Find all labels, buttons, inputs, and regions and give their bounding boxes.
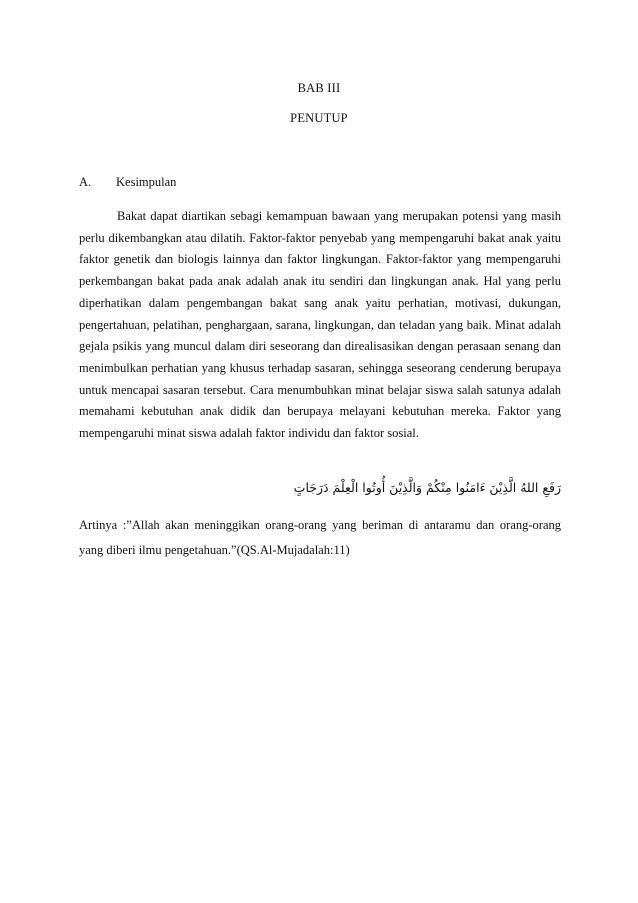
- arabic-verse: رَفَعِ اللهُ الَّذِيْنَ ءَامَنُوا مِنْكُمْ وَالَّذِيْنَ أُوتُوا الْعِلْمَ دَرَجَاتٍ: [293, 480, 561, 495]
- chapter-number: BAB III: [297, 81, 341, 95]
- section-letter: A.: [79, 175, 92, 189]
- verse-translation: Artinya :”Allah akan meninggikan orang-orang yang beriman di antaramu dan orang-orang yang diberi ilmu pengetahuan.”(QS.Al-Mujadalah:11): [79, 518, 561, 557]
- section-title: Kesimpulan: [116, 175, 177, 189]
- section-heading: [79, 175, 176, 190]
- conclusion-paragraph: Bakat dapat diartikan sebagi kemampuan bawaan yang merupakan potensi yang masih perlu dikembangkan atau dilatih. Faktor-faktor penyebab yang mempengaruhi bakat anak yaitu faktor genetik dan biologis lainnya dan faktor lingkungan. Faktor-faktor yang mempengaruhi perkembangan bakat pada anak adalah anak itu sendiri dan lingkungan anak. Hal yang perlu diperhatikan dalam pengembangan bakat sang anak yaitu perhatian, motivasi, dukungan, pengertahuan, pelatihan, penghargaan, sarana, lingkungan, dan teladan yang baik. Minat adalah gejala psikis yang muncul dalam diri seseorang dan direalisasikan dengan perasaan senang dan menimbulkan perhatian yang khusus terhadap sasaran, sehingga seseorang cenderung berupaya untuk mencapai sasaran tersebut. Cara menumbuhkan minat belajar siswa salah satunya adalah memahami kebutuhan anak didik dan berupaya melayani kebutuhan mereka. Faktor yang mempengaruhi minat siswa adalah faktor individu dan faktor sosial.: [79, 209, 561, 441]
- chapter-title: PENUTUP: [290, 111, 348, 125]
